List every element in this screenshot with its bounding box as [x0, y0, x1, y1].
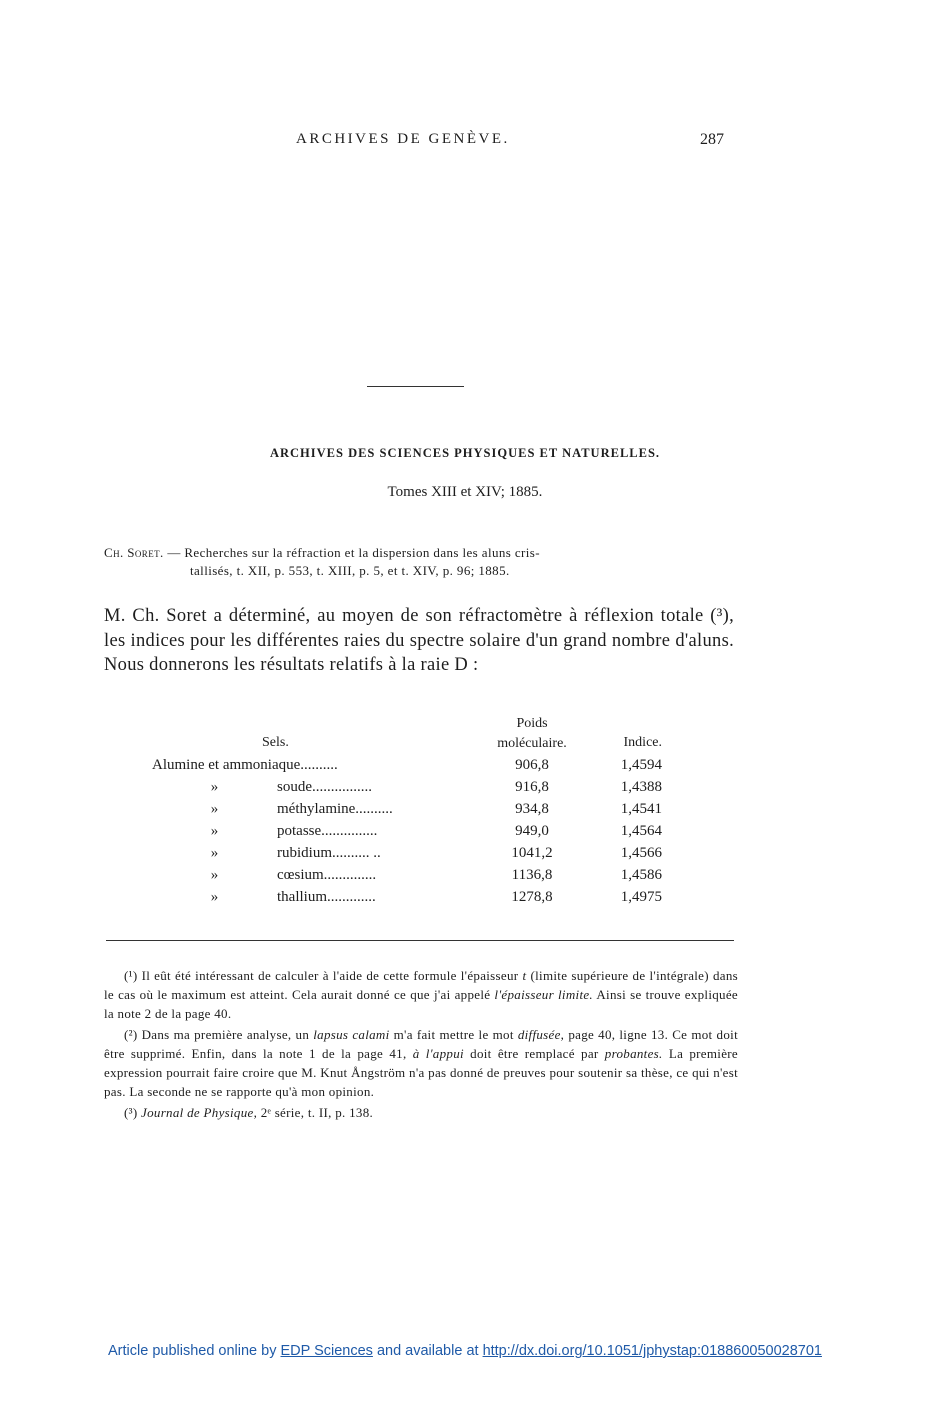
- footnote-text: Il eût été intéressant de calculer à l'aide de cette formule l'épaisseur: [141, 968, 519, 983]
- footnote-divider: [106, 940, 734, 941]
- footnote-emphasis: Journal de Physique,: [141, 1105, 258, 1120]
- footnote-text: Ainsi se trouve expliquée la note 2 de la page 40.: [104, 987, 738, 1021]
- footnote-emphasis: l'épaisseur limite.: [494, 987, 593, 1002]
- molecular-weight: 934,8: [515, 801, 549, 817]
- ditto-mark: »: [210, 845, 219, 861]
- reference-author: Ch. Soret.: [104, 545, 164, 560]
- footnote-marker: (¹): [124, 968, 138, 983]
- reference-line-2: tallisés, t. XII, p. 553, t. XIII, p. 5, et t. XIV, p. 96; 1885.: [190, 563, 510, 578]
- salt-name: méthylamine..........: [277, 801, 393, 817]
- footnote-2: [104, 1025, 738, 1101]
- salt-name: thallium.............: [277, 889, 376, 905]
- header-weight-line-1: Poids: [516, 716, 548, 731]
- footnote-text: La première expression pourrait faire croire que M. Knut Ångström n'a pas donné de preuves pour soutenir sa thèse, ce qui n'est pas. La seconde ne se rapporte qu'à mon opinion.: [104, 1046, 738, 1099]
- publisher-link[interactable]: EDP Sciences: [280, 1343, 373, 1359]
- footnote-emphasis: probantes.: [604, 1046, 663, 1061]
- footnote-text: (limite supérieure de l'intégrale) dans le cas où le maximum est atteint. Cela aurait donné ce que j'ai appelé: [104, 968, 738, 1002]
- refractive-index: 1,4388: [620, 779, 662, 795]
- footnote-text: page 40, ligne 13. Ce mot doit être supprimé. Enfin, dans la note 1 de la page 41,: [104, 1027, 738, 1061]
- header-index: Indice.: [623, 735, 662, 750]
- footnote-emphasis: lapsus calami: [313, 1027, 390, 1042]
- ditto-mark: »: [210, 801, 219, 817]
- reference-line-1: — Recherches sur la réfraction et la dispersion dans les aluns cris-: [167, 545, 540, 560]
- molecular-weight: 1136,8: [511, 867, 553, 883]
- molecular-weight: 949,0: [515, 823, 549, 839]
- journal-title: ARCHIVES DES SCIENCES PHYSIQUES ET NATURELLES.: [269, 446, 661, 460]
- ditto-mark: »: [210, 867, 219, 883]
- footnote-1: [104, 966, 738, 1023]
- footer-text: Article published online by: [108, 1343, 277, 1359]
- header-weight-line-2: moléculaire.: [497, 736, 567, 751]
- refractive-index: 1,4594: [620, 757, 662, 773]
- table-row: [152, 864, 672, 886]
- table-row: [152, 820, 672, 842]
- refractive-index: 1,4586: [620, 867, 662, 883]
- header-salts: Sels.: [262, 735, 289, 750]
- salt-name: soude................: [277, 779, 372, 795]
- refractive-index: 1,4975: [620, 889, 662, 905]
- article-reference: [104, 544, 740, 580]
- footnote-marker: (²): [124, 1027, 138, 1042]
- salt-name: potasse...............: [277, 823, 378, 839]
- running-title: ARCHIVES DE GENÈVE.: [296, 131, 510, 147]
- table-row: [152, 842, 672, 864]
- refractive-index: 1,4541: [620, 801, 662, 817]
- footnote-marker: (³): [124, 1105, 138, 1120]
- salt-name: rubidium.......... ..: [277, 845, 381, 861]
- doi-link[interactable]: http://dx.doi.org/10.1051/jphystap:018860050028701: [482, 1343, 822, 1359]
- journal-volumes: Tomes XIII et XIV; 1885.: [387, 484, 543, 500]
- footnote-text: m'a fait mettre le mot: [393, 1027, 514, 1042]
- footnote-3: [104, 1103, 738, 1122]
- table-row: [152, 754, 672, 776]
- footnote-text: 2ᵉ série, t. II, p. 138.: [260, 1105, 374, 1120]
- refractive-index: 1,4566: [620, 845, 662, 861]
- refractive-index: 1,4564: [620, 823, 662, 839]
- body-paragraph: M. Ch. Soret a déterminé, au moyen de son réfractomètre à réflexion totale (³), les indices pour les différentes raies du spectre solaire d'un grand nombre d'aluns. Nous donnerons les résultats relatifs à la raie D :: [104, 606, 734, 675]
- footer-text: and available at: [376, 1343, 479, 1359]
- section-divider: [367, 386, 464, 387]
- salt-name: cœsium..............: [277, 867, 377, 883]
- table-row: [152, 798, 672, 820]
- ditto-mark: »: [210, 889, 219, 905]
- page-number: 287: [700, 131, 724, 148]
- table-header-row: [152, 714, 672, 754]
- salt-name: Alumine et ammoniaque..........: [152, 757, 338, 773]
- ditto-mark: »: [210, 779, 219, 795]
- header-molecular-weight: [477, 714, 587, 754]
- footnotes: [104, 966, 738, 1122]
- footnote-text: doit être remplacé par: [470, 1046, 599, 1061]
- table-row: [152, 886, 672, 908]
- molecular-weight: 906,8: [515, 757, 549, 773]
- publication-footer: [0, 1343, 930, 1359]
- molecular-weight: 916,8: [515, 779, 549, 795]
- footnote-variable: t: [522, 968, 527, 983]
- molecular-weight: 1278,8: [511, 889, 553, 905]
- footnote-emphasis: à l'appui: [412, 1046, 464, 1061]
- refraction-table: [152, 714, 672, 908]
- table-row: [152, 776, 672, 798]
- molecular-weight: 1041,2: [511, 845, 553, 861]
- footnote-text: Dans ma première analyse, un: [141, 1027, 310, 1042]
- ditto-mark: »: [210, 823, 219, 839]
- footnote-emphasis: diffusée,: [517, 1027, 565, 1042]
